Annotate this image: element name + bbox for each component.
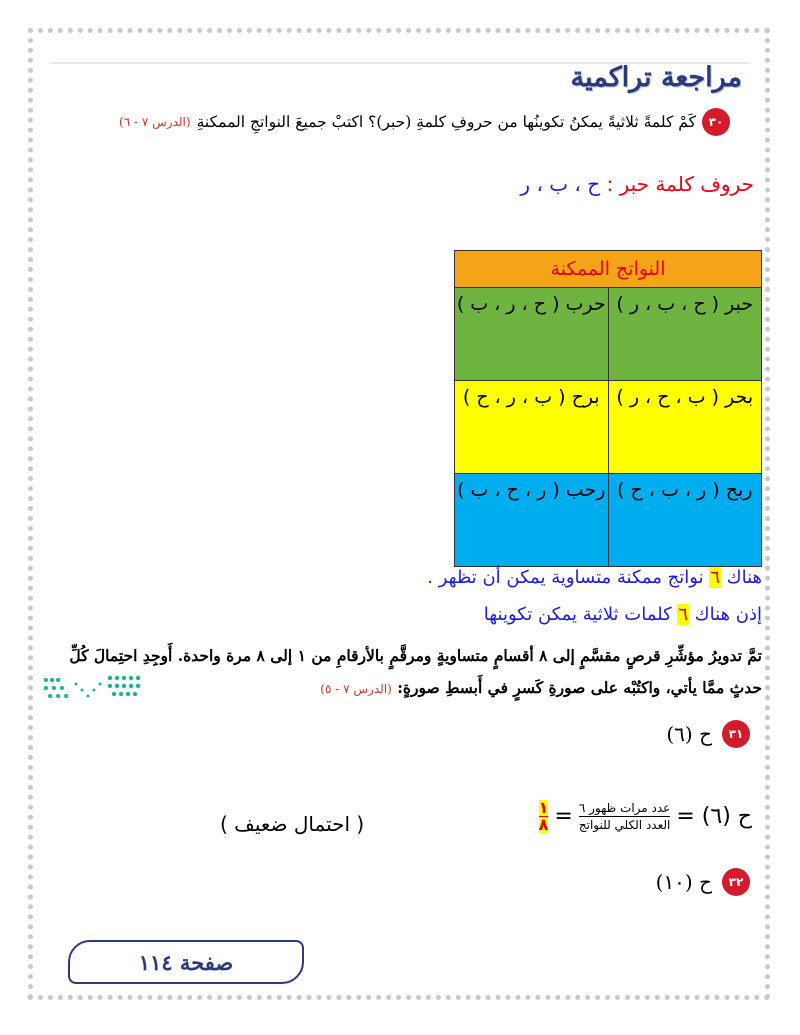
highlighted-number: ٦ [678,604,689,625]
fraction-numerator: عدد مرات ظهور ٦ [578,801,671,815]
conclusion-outcomes [427,567,762,588]
conclusion-text: كلمات ثلاثية يمكن تكوينها [483,604,672,625]
table-row [455,288,762,381]
table-cell: رحب ( ر ، ح ، ب ) [455,474,609,567]
table-row [455,474,762,567]
lesson-ref: (الدرس ٧ - ٥) [320,682,392,696]
table-cell: برح ( ب ، ر ، ح ) [455,381,609,474]
question-expr: ح (٦) [666,722,712,746]
answer-letters-list: ح ، ب ، ر [520,172,601,196]
conclusion-text: هناك [726,567,762,588]
conclusion-words [484,604,762,625]
answer-label: حروف كلمة حبر : [606,172,754,196]
spinner-prompt-line2 [320,678,762,697]
result-fraction [539,800,549,833]
question-number-badge: ٣١ [722,720,750,748]
question-30 [119,108,730,136]
table-cell: ربح ( ر ، ب ، ح ) [608,474,762,567]
table-cell: حرب ( ح ، ر ، ب ) [455,288,609,381]
dotted-logo-icon [40,672,145,704]
question-31 [666,720,750,748]
lesson-ref: (الدرس ٧ - ٦) [119,115,191,129]
question-number-badge: ٣٢ [722,868,750,896]
table-header: النواتج الممكنة [455,251,762,288]
conclusion-text: إذن هناك [694,604,762,625]
question-32 [656,868,750,896]
table-cell: حبر ( ح ، ب ، ر ) [608,288,762,381]
table-row [455,381,762,474]
fraction-denominator: العدد الكلي للنواتج [578,818,671,832]
formula-fraction [579,800,671,833]
result-numerator: ١ [538,798,549,817]
question-number-badge: ٣٠ [702,108,730,136]
prompt-text: حدثٍ ممَّا يأتي، واكتُبْه على صورةِ كَسرٍ في أَبسطِ صورةٍ: [397,678,762,697]
question-expr: ح (١٠) [655,870,712,894]
formula-lhs: ح (٦) = [676,804,752,829]
result-denominator: ٨ [538,815,549,834]
probability-note: ( احتمال ضعيف ) [220,812,365,836]
table-cell: بحر ( ب ، ح ، ر ) [608,381,762,474]
highlighted-number: ٦ [710,567,721,588]
outcomes-table [454,250,762,567]
probability-formula [539,800,752,833]
spinner-prompt-line1: تمَّ تدويرُ مؤشِّرِ قرصٍ مقسَّمٍ إلى ٨ أقسامٍ متساويةٍ ومرقَّمٍ بالأرقامِ من ١ إلى ٨ مرة واحدة. أَوجِدِ احتِمالَ كُلِّ [69,646,762,665]
section-heading: مراجعة تراكمية [570,62,742,93]
page-number: صفحة ١١٤ [68,940,304,984]
question-text: كَمْ كلمةً ثلاثيةً يمكنُ تكوينُها من حروفِ كلمةِ (حبر)؟ اكتبْ جميعَ النواتجِ الممكنةِ [196,113,696,131]
formula-equals: = [554,804,573,829]
answer-letters [520,172,754,196]
conclusion-text: نواتج ممكنة متساوية يمكن أن تظهر . [427,567,704,588]
